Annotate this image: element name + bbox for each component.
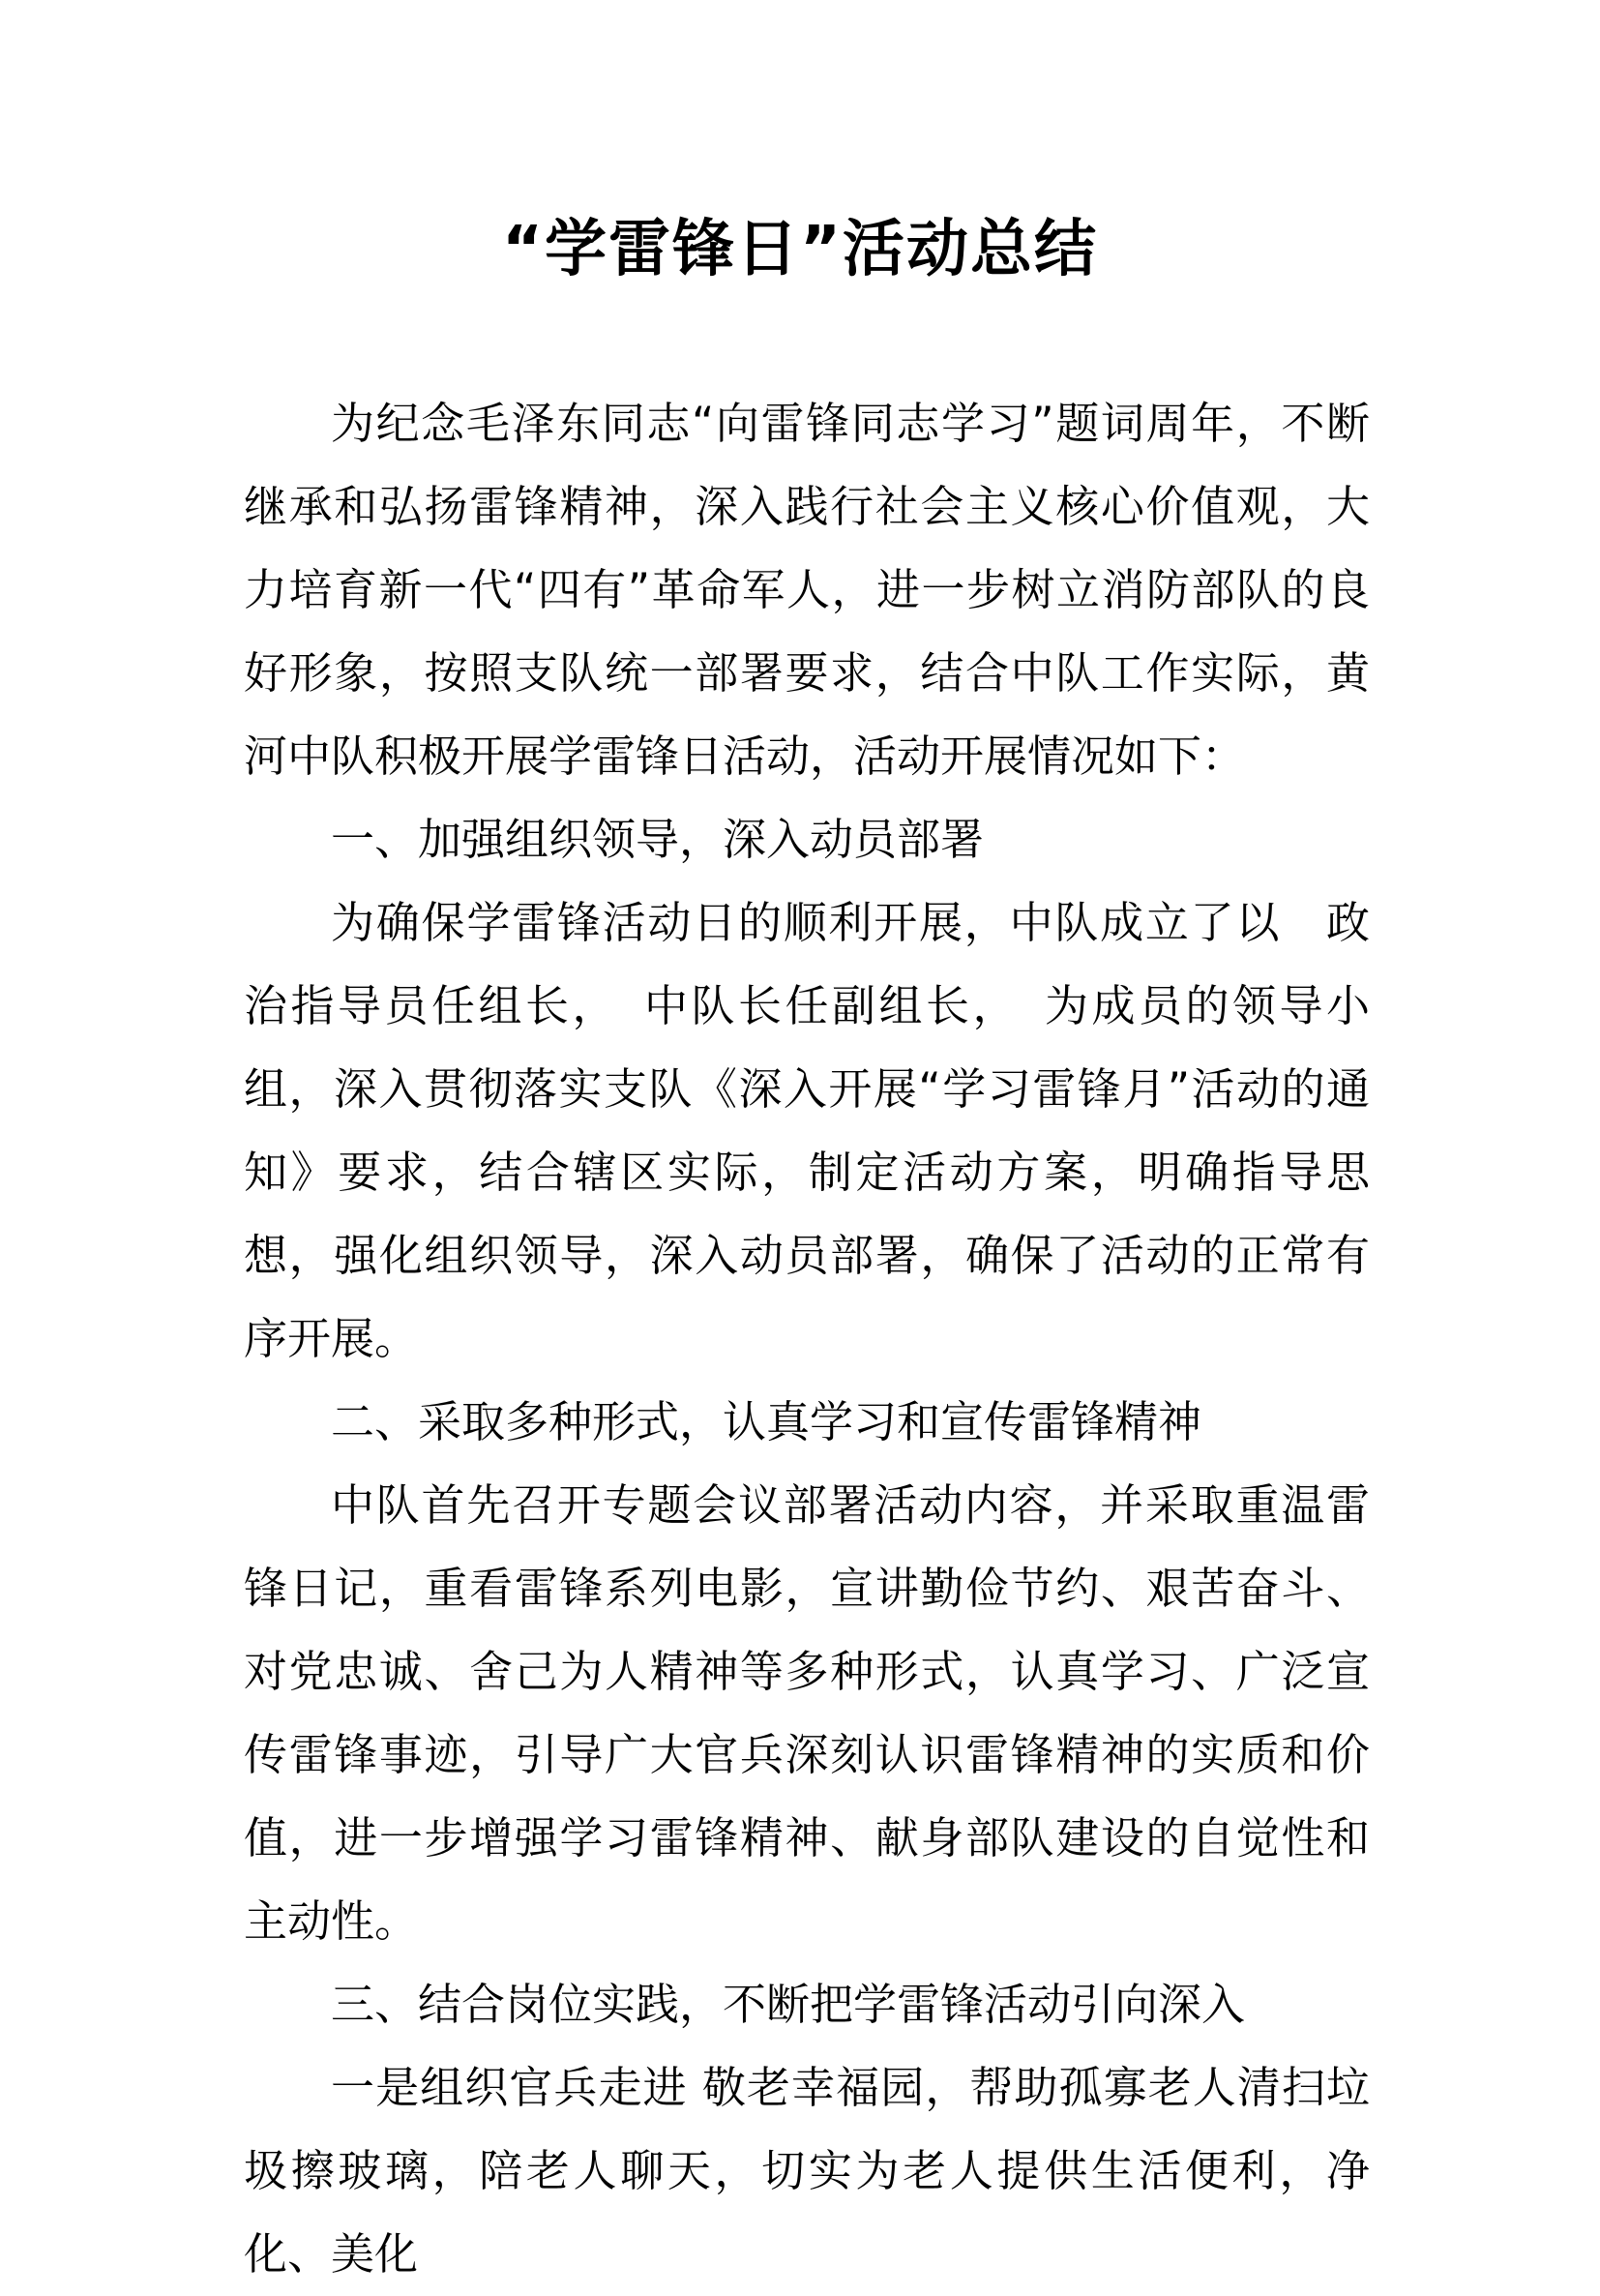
section-heading-2: 二、采取多种形式，认真学习和宣传雷锋精神 [331, 1396, 1202, 1447]
paragraph-section-3: 一是组织官兵走进 敬老幸福园，帮助孤寡老人清扫垃圾擦玻璃，陪老人聊天，切实为老人提供生活便利，净化、美化 [244, 2062, 1370, 2280]
section-heading-1: 一、加强组织领导，深入动员部署 [331, 814, 985, 865]
document-body [244, 382, 1370, 2296]
section-heading-3: 三、结合岗位实践，不断把学雷锋活动引向深入 [331, 1979, 1246, 2030]
document-title: “学雷锋日”活动总结 [501, 214, 1099, 285]
paragraph-intro: 为纪念毛泽东同志“向雷锋同志学习”题词周年，不断继承和弘扬雷锋精神，深入践行社会主义核心价值观，大力培育新一代“四有”革命军人，进一步树立消防部队的良好形象，按照支队统一部署要求，结合中队工作实际，黄河中队积极开展学雷锋日活动，活动开展情况如下： [244, 398, 1370, 782]
paragraph-section-1: 为确保学雷锋活动日的顺利开展，中队成立了以 政治指导员任组长， 中队长任副组长， 为成员的领导小组，深入贯彻落实支队《深入开展“学习雷锋月”活动的通知》要求，结合辖区实际，制定活动方案，明确指导思想，强化组织领导，深入动员部署，确保了活动的正常有序开展。 [244, 897, 1370, 1364]
paragraph-section-2: 中队首先召开专题会议部署活动内容，并采取重温雷锋日记，重看雷锋系列电影，宣讲勤俭节约、艰苦奋斗、对党忠诚、舍己为人精神等多种形式，认真学习、广泛宣传雷锋事迹，引导广大官兵深刻认识雷锋精神的实质和价值，进一步增强学习雷锋精神、献身部队建设的自觉性和主动性。 [244, 1479, 1370, 1947]
